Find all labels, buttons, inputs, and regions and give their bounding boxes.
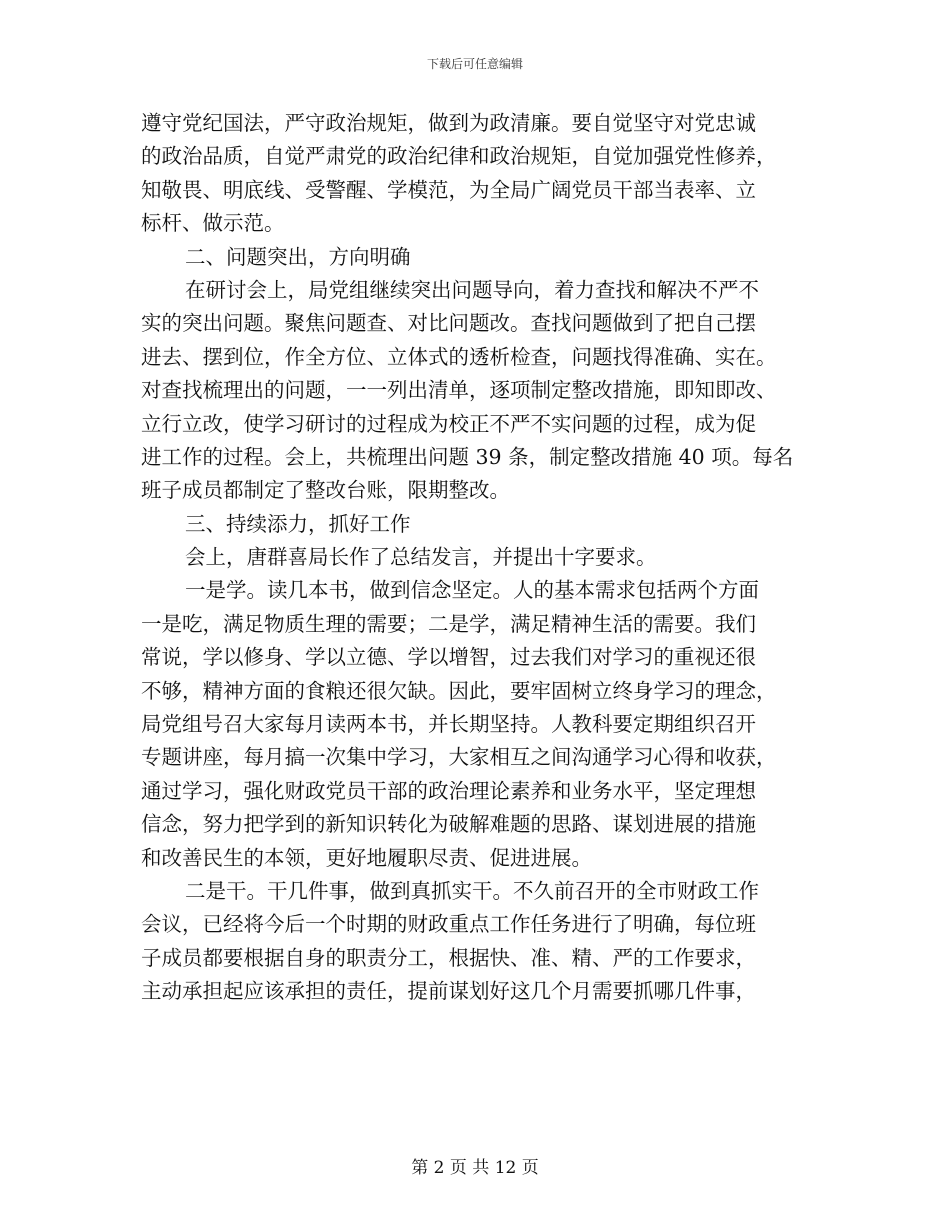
- text-line: 一是学。读几本书，做到信念坚定。人的基本需求包括两个方面: [185, 578, 759, 603]
- text-line: 一是吃，满足物质生理的需要；二是学，满足精神生活的需要。我们: [141, 611, 756, 636]
- text-line: 立行立改，使学习研讨的过程成为校正不严不实问题的过程，成为促: [141, 411, 756, 436]
- text-line: 专题讲座，每月搞一次集中学习，大家相互之间沟通学习心得和收获，: [141, 745, 777, 770]
- page-number-footer: 第 2 页 共 12 页: [411, 1158, 539, 1178]
- text-line: 通过学习，强化财政党员干部的政治理论素养和业务水平，坚定理想: [141, 778, 756, 803]
- page-header: 下载后可任意编辑: [426, 57, 523, 71]
- text-line: 不够，精神方面的食粮还很欠缺。因此，要牢固树立终身学习的理念，: [141, 678, 777, 703]
- text-line: 班子成员都制定了整改台账，限期整改。: [141, 478, 510, 503]
- text-line: 在研讨会上，局党组继续突出问题导向，着力查找和解决不严不: [185, 277, 759, 302]
- text-line: 遵守党纪国法，严守政治规矩，做到为政清廉。要自觉坚守对党忠诚: [141, 111, 756, 135]
- section-heading: 三、持续添力，抓好工作: [185, 511, 411, 536]
- text-line: 局党组号召大家每月读两本书，并长期坚持。人教科要定期组织召开: [141, 712, 756, 737]
- text-line: 子成员都要根据自身的职责分工，根据快、准、精、严的工作要求，: [141, 945, 756, 970]
- text-line: 二是干。干几件事，做到真抓实干。不久前召开的全市财政工作: [185, 878, 759, 903]
- text-line: 进去、摆到位，作全方位、立体式的透析检查，问题找得准确、实在。: [141, 344, 777, 369]
- text-line: 信念，努力把学到的新知识转化为破解难题的思路、谋划进展的措施: [141, 812, 756, 837]
- body-text: [141, 107, 813, 1009]
- text-line: 实的突出问题。聚焦问题查、对比问题改。查找问题做到了把自己摆: [141, 311, 756, 336]
- text-line: 的政治品质，自觉严肃党的政治纪律和政治规矩，自觉加强党性修养，: [141, 144, 777, 169]
- text-line: 对查找梳理出的问题，一一列出清单，逐项制定整改措施，即知即改、: [141, 378, 777, 403]
- text-line: 会上，唐群喜局长作了总结发言，并提出十字要求。: [185, 545, 657, 570]
- text-line: 会议，已经将今后一个时期的财政重点工作任务进行了明确，每位班: [141, 912, 756, 937]
- text-line: 常说，学以修身、学以立德、学以增智，过去我们对学习的重视还很: [141, 645, 756, 670]
- text-line: 标杆、做示范。: [141, 211, 285, 236]
- text-line: 和改善民生的本领，更好地履职尽责、促进进展。: [141, 845, 592, 870]
- text-line: 知敬畏、明底线、受警醒、学模范，为全局广阔党员干部当表率、立: [141, 177, 756, 202]
- section-heading: 二、问题突出，方向明确: [185, 244, 411, 269]
- text-line: 进工作的过程。会上，共梳理出问题 39 条，制定整改措施 40 项。每名: [141, 444, 794, 469]
- text-line: 主动承担起应该承担的责任，提前谋划好这几个月需要抓哪几件事，: [141, 979, 756, 1004]
